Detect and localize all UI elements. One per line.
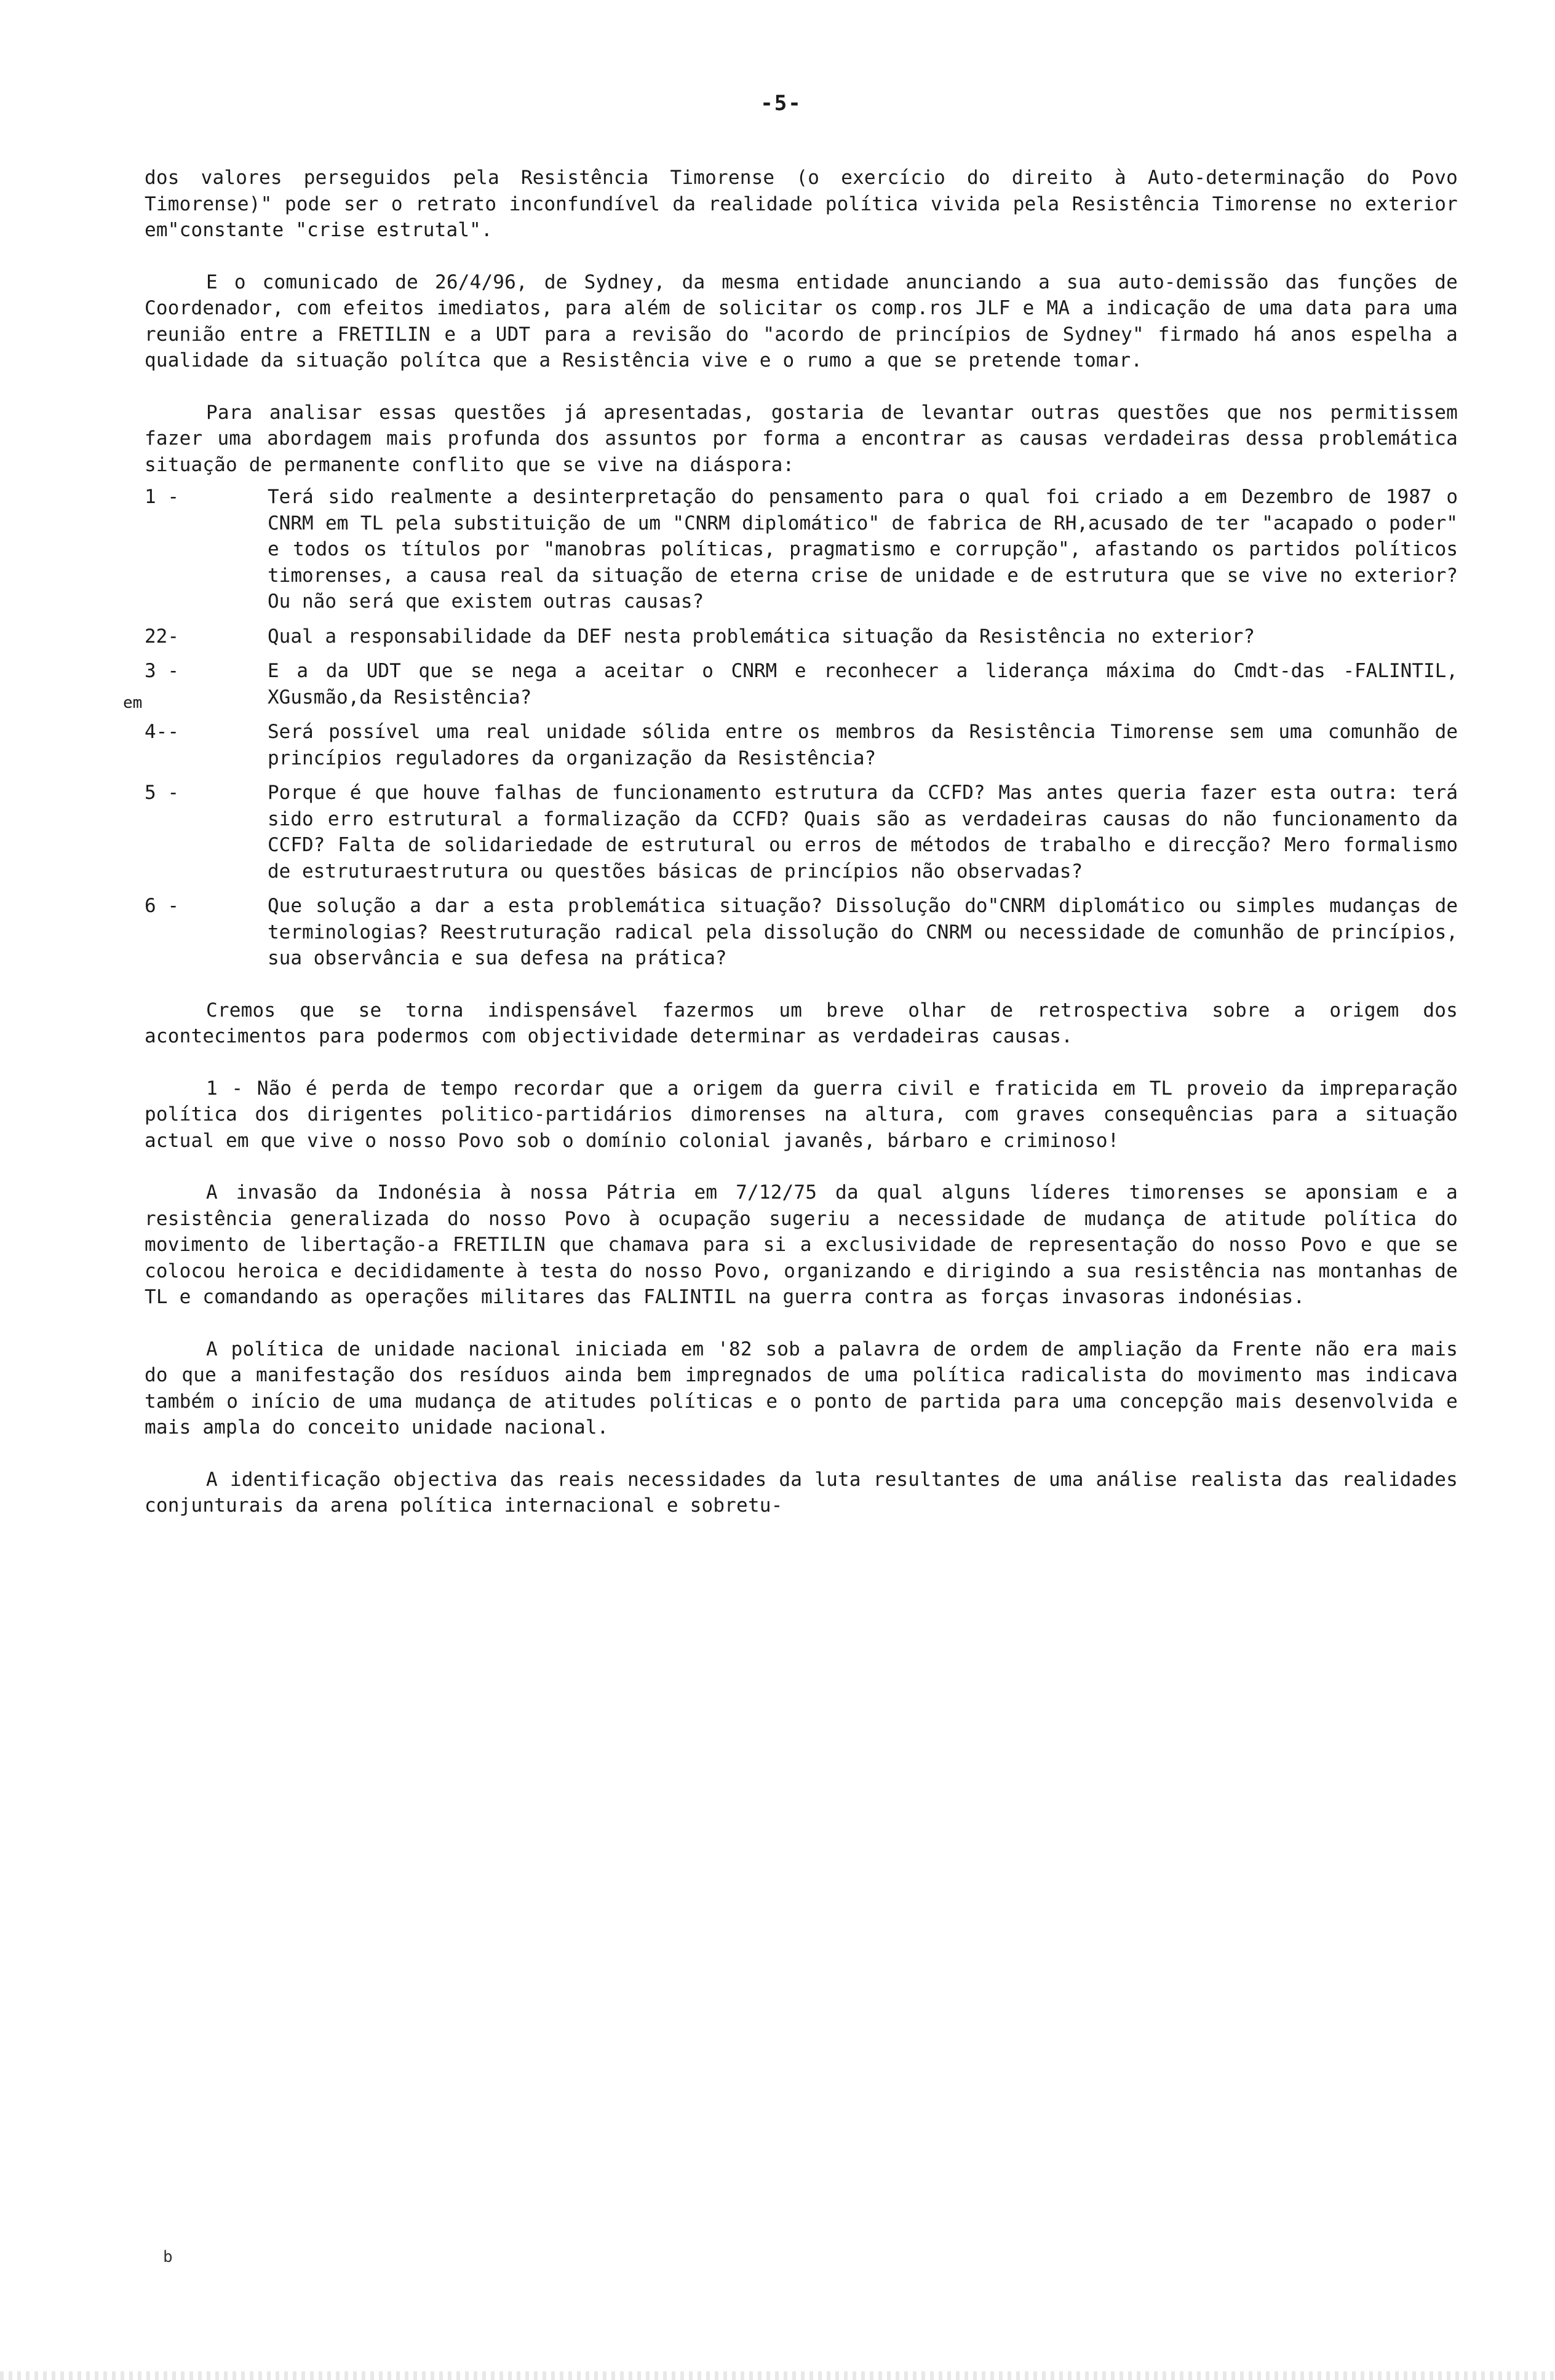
question-item [145, 484, 1458, 615]
question-number: 1 - [145, 486, 179, 508]
question-item [145, 719, 1458, 771]
question-number: 5 - [145, 782, 179, 804]
question-text: Qual a responsabilidade da DEF nesta problemática situação da Resistência no exterior? [268, 625, 1255, 648]
question-item [145, 780, 1458, 884]
question-text: Que solução a dar a esta problemática situação? Dissolução do"CNRM diplomático ou simples mudanças de terminologias? Reestruturação radical pela dissolução do CNRM ou necessidade de comunhão de princípios, sua observância e sua defesa na prática? [268, 895, 1458, 969]
paragraph-3: Para analisar essas questões já apresentadas, gostaria de levantar outras questões que nos permitissem fazer uma abordagem mais profunda dos assuntos por forma a encontrar as causas verdadeiras dessa problemática situação de permanente conflito que se vive na diáspora: [145, 401, 1458, 476]
paragraph-7: A política de unidade nacional iniciada em '82 sob a palavra de ordem de ampliação da Frente não era mais do que a manifestação dos resíduos ainda bem impregnados de uma política radicalista do movimento mas indicava também o início de uma mudança de atitudes políticas e o ponto de partida para uma concepção mais desenvolvida e mais ampla do conceito unidade nacional. [145, 1338, 1458, 1438]
document-body [145, 165, 1458, 1545]
scan-edge-artifact [0, 2371, 1555, 2380]
question-number: 22- [145, 625, 179, 648]
question-number: 6 - [145, 895, 179, 917]
question-list [145, 484, 1458, 972]
paragraph-4: Cremos que se torna indispensável fazermos um breve olhar de retrospectiva sobre a origem dos acontecimentos para podermos com objectividade determinar as verdadeiras causas. [145, 999, 1458, 1047]
stray-mark: b [163, 2248, 173, 2266]
paragraph-6: A invasão da Indonésia à nossa Pátria em 7/12/75 da qual alguns líderes timorenses se aponsiam e a resistência generalizada do nosso Povo à ocupação sugeriu a necessidade de mudança de atitude política do movimento de libertação-a FRETILIN que chamava para si a exclusividade de representação do nosso Povo e que se colocou heroica e decididamente à testa do nosso Povo, organizando e dirigindo a sua resistência nas montanhas de TL e comandando as operações militares das FALINTIL na guerra contra as forças invasoras indonésias. [145, 1181, 1458, 1308]
question-item [145, 624, 1458, 650]
question-text: Porque é que houve falhas de funcionamento estrutura da CCFD? Mas antes queria fazer esta outra: terá sido erro estrutural a formalização da CCFD? Quais são as verdadeiras causas do não funcionamento da CCFD? Falta de solidariedade de estrutural ou erros de métodos de trabalho e direcção? Mero formalismo de estruturaestrutura ou questões básicas de princípios não observadas? [268, 782, 1458, 883]
question-item [145, 658, 1458, 710]
margin-note-em: em [123, 694, 143, 712]
question-text: Terá sido realmente a desinterpretação do pensamento para o qual foi criado a em Dezembro de 1987 o CNRM em TL pela substituição de um "CNRM diplomático" de fabrica de RH,acusado de ter "acapado o poder" e todos os títulos por "manobras políticas, pragmatismo e corrupção", afastando os partidos políticos timorenses, a causa real da situação de eterna crise de unidade e de estrutura que se vive no exterior? Ou não será que existem outras causas? [268, 486, 1458, 613]
question-item [145, 893, 1458, 972]
paragraph-1: dos valores perseguidos pela Resistência Timorense (o exercício do direito à Auto-determinação do Povo Timorense)" pode ser o retrato inconfundível da realidade política vivida pela Resistência Timorense no exterior em"constante "crise estrutal". [145, 167, 1458, 241]
paragraph-8: A identificação objectiva das reais necessidades da luta resultantes de uma análise realista das realidades conjunturais da arena política internacional e sobretu- [145, 1468, 1458, 1517]
question-text: Será possível uma real unidade sólida entre os membros da Resistência Timorense sem uma comunhão de princípios reguladores da organização da Resistência? [268, 721, 1458, 769]
question-text: E a da UDT que se nega a aceitar o CNRM e reconhecer a liderança máxima do Cmdt-das -FALINTIL, XGusmão,da Resistência? [268, 660, 1458, 708]
question-number: 4-- [145, 721, 179, 743]
paragraph-2: E o comunicado de 26/4/96, de Sydney, da mesma entidade anunciando a sua auto-demissão das funções de Coordenador, com efeitos imediatos, para além de solicitar os comp.ros JLF e MA a indicação de uma data para uma reunião entre a FRETILIN e a UDT para a revisão do "acordo de princípios de Sydney" firmado há anos espelha a qualidade da situação polítca que a Resistência vive e o rumo a que se pretende tomar. [145, 271, 1458, 371]
page-number: -5- [760, 91, 802, 116]
paragraph-5: 1 - Não é perda de tempo recordar que a origem da guerra civil e fraticida em TL proveio da impreparação política dos dirigentes politico-partidários dimorenses na altura, com graves consequências para a situação actual em que vive o nosso Povo sob o domínio colonial javanês, bárbaro e criminoso! [145, 1077, 1458, 1152]
question-number: 3 - [145, 660, 179, 682]
